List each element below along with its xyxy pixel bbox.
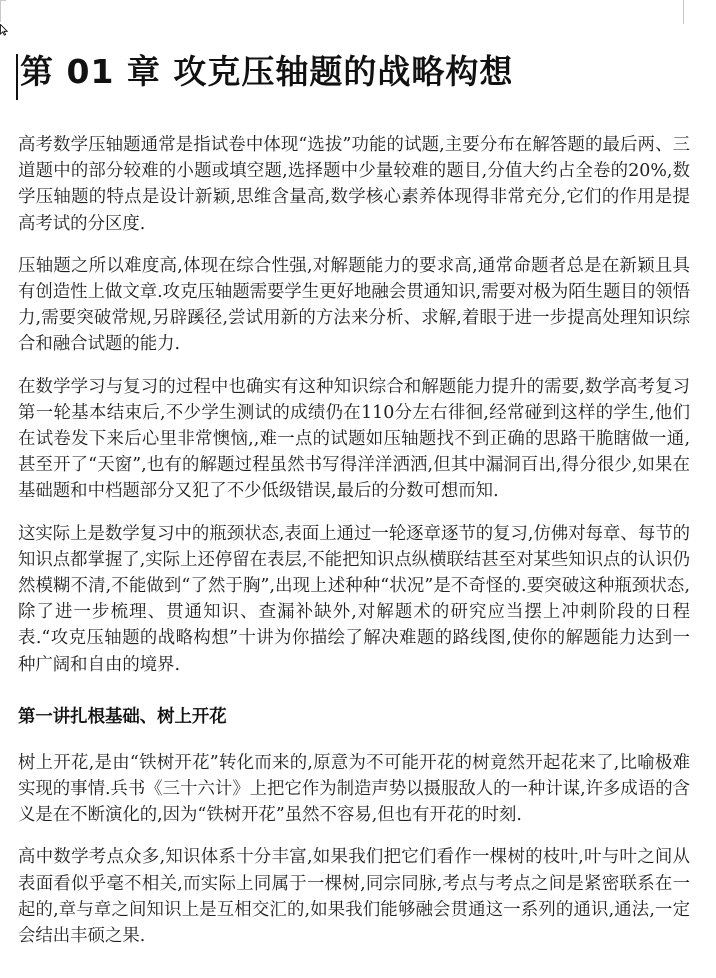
crop-mark-right bbox=[683, 0, 684, 24]
paragraph: 在数学学习与复习的过程中也确实有这种知识综合和解题能力提升的需要,数学高考复习第一轮基本结束后,不少学生测试的成绩仍在110分左右徘徊,经常碰到这样的学生,他们在试卷发下来后心里非常懊恼,,难一点的试题如压轴题找不到正确的思路干脆瞎做一通,甚至开了“天窗”,也有的解题过程虽然书写得洋洋洒洒,但其中漏洞百出,得分很少,如果在基础题和中档题部分又犯了不少低级错误,最后的分数可想而知. bbox=[18, 376, 690, 502]
chapter-title: 第 01 章 攻克压轴题的战略构想 bbox=[20, 52, 514, 91]
paragraph: 压轴题之所以难度高,体现在综合性强,对解题能力的要求高,通常命题者总是在新颖且具有创造性上做文章.攻克压轴题需要学生更好地融会贯通知识,需要对极为陌生题目的领悟力,需要突破常规,另辟蹊径,尝试用新的方法来分析、求解,着眼于进一步提高处理知识综合和融合试题的能力. bbox=[18, 255, 690, 355]
mouse-pointer-icon bbox=[0, 24, 8, 36]
paragraph: 这实际上是数学复习中的瓶颈状态,表面上通过一轮逐章逐节的复习,仿佛对每章、每节的知识点都掌握了,实际上还停留在表层,不能把知识点纵横联结甚至对某些知识点的认识仍然模糊不清,不能做到“了然于胸”,出现上述种种“状况”是不奇怪的.要突破这种瓶颈状态,除了进一步梳理、贯通知识、查漏补缺外,对解题术的研究应当摆上冲刺阶段的日程表.“攻克压轴题的战略构想”十讲为你描绘了解决难题的路线图,使你的解题能力达到一种广阔和自由的境界. bbox=[18, 523, 690, 675]
paragraph: 树上开花,是由“铁树开花”转化而来的,原意为不可能开花的树竟然开起花来了,比喻极难实现的事情.兵书《三十六计》上把它作为制造声势以摄服敌人的一种计谋,许多成语的含义是在不断演化的,因为“铁树开花”虽然不容易,但也有开花的时刻. bbox=[18, 752, 690, 826]
paragraph: 高中数学考点众多,知识体系十分丰富,如果我们把它们看作一棵树的枝叶,叶与叶之间从表面看似乎毫不相关,而实际上同属于一棵树,同宗同脉,考点与考点之间是紧密联系在一起的,章与章之间知识上是互相交汇的,如果我们能够融会贯通这一系列的通识,通法,一定会结出丰硕之果. bbox=[18, 847, 690, 947]
section-heading: 第一讲扎根基础、树上开花 bbox=[18, 706, 227, 727]
document-body bbox=[18, 132, 690, 965]
crop-mark-left bbox=[0, 0, 1, 22]
paragraph: 高考数学压轴题通常是指试卷中体现“选拔”功能的试题,主要分布在解答题的最后两、三道题中的部分较难的小题或填空题,选择题中少量较难的题目,分值大约占全卷的20%,数学压轴题的特点是设计新颖,思维含量高,数学核心素养体现得非常充分,它们的作用是提高考试的分区度. bbox=[18, 135, 690, 234]
crop-mark-top bbox=[0, 0, 6, 1]
text-cursor-caret bbox=[16, 54, 18, 100]
